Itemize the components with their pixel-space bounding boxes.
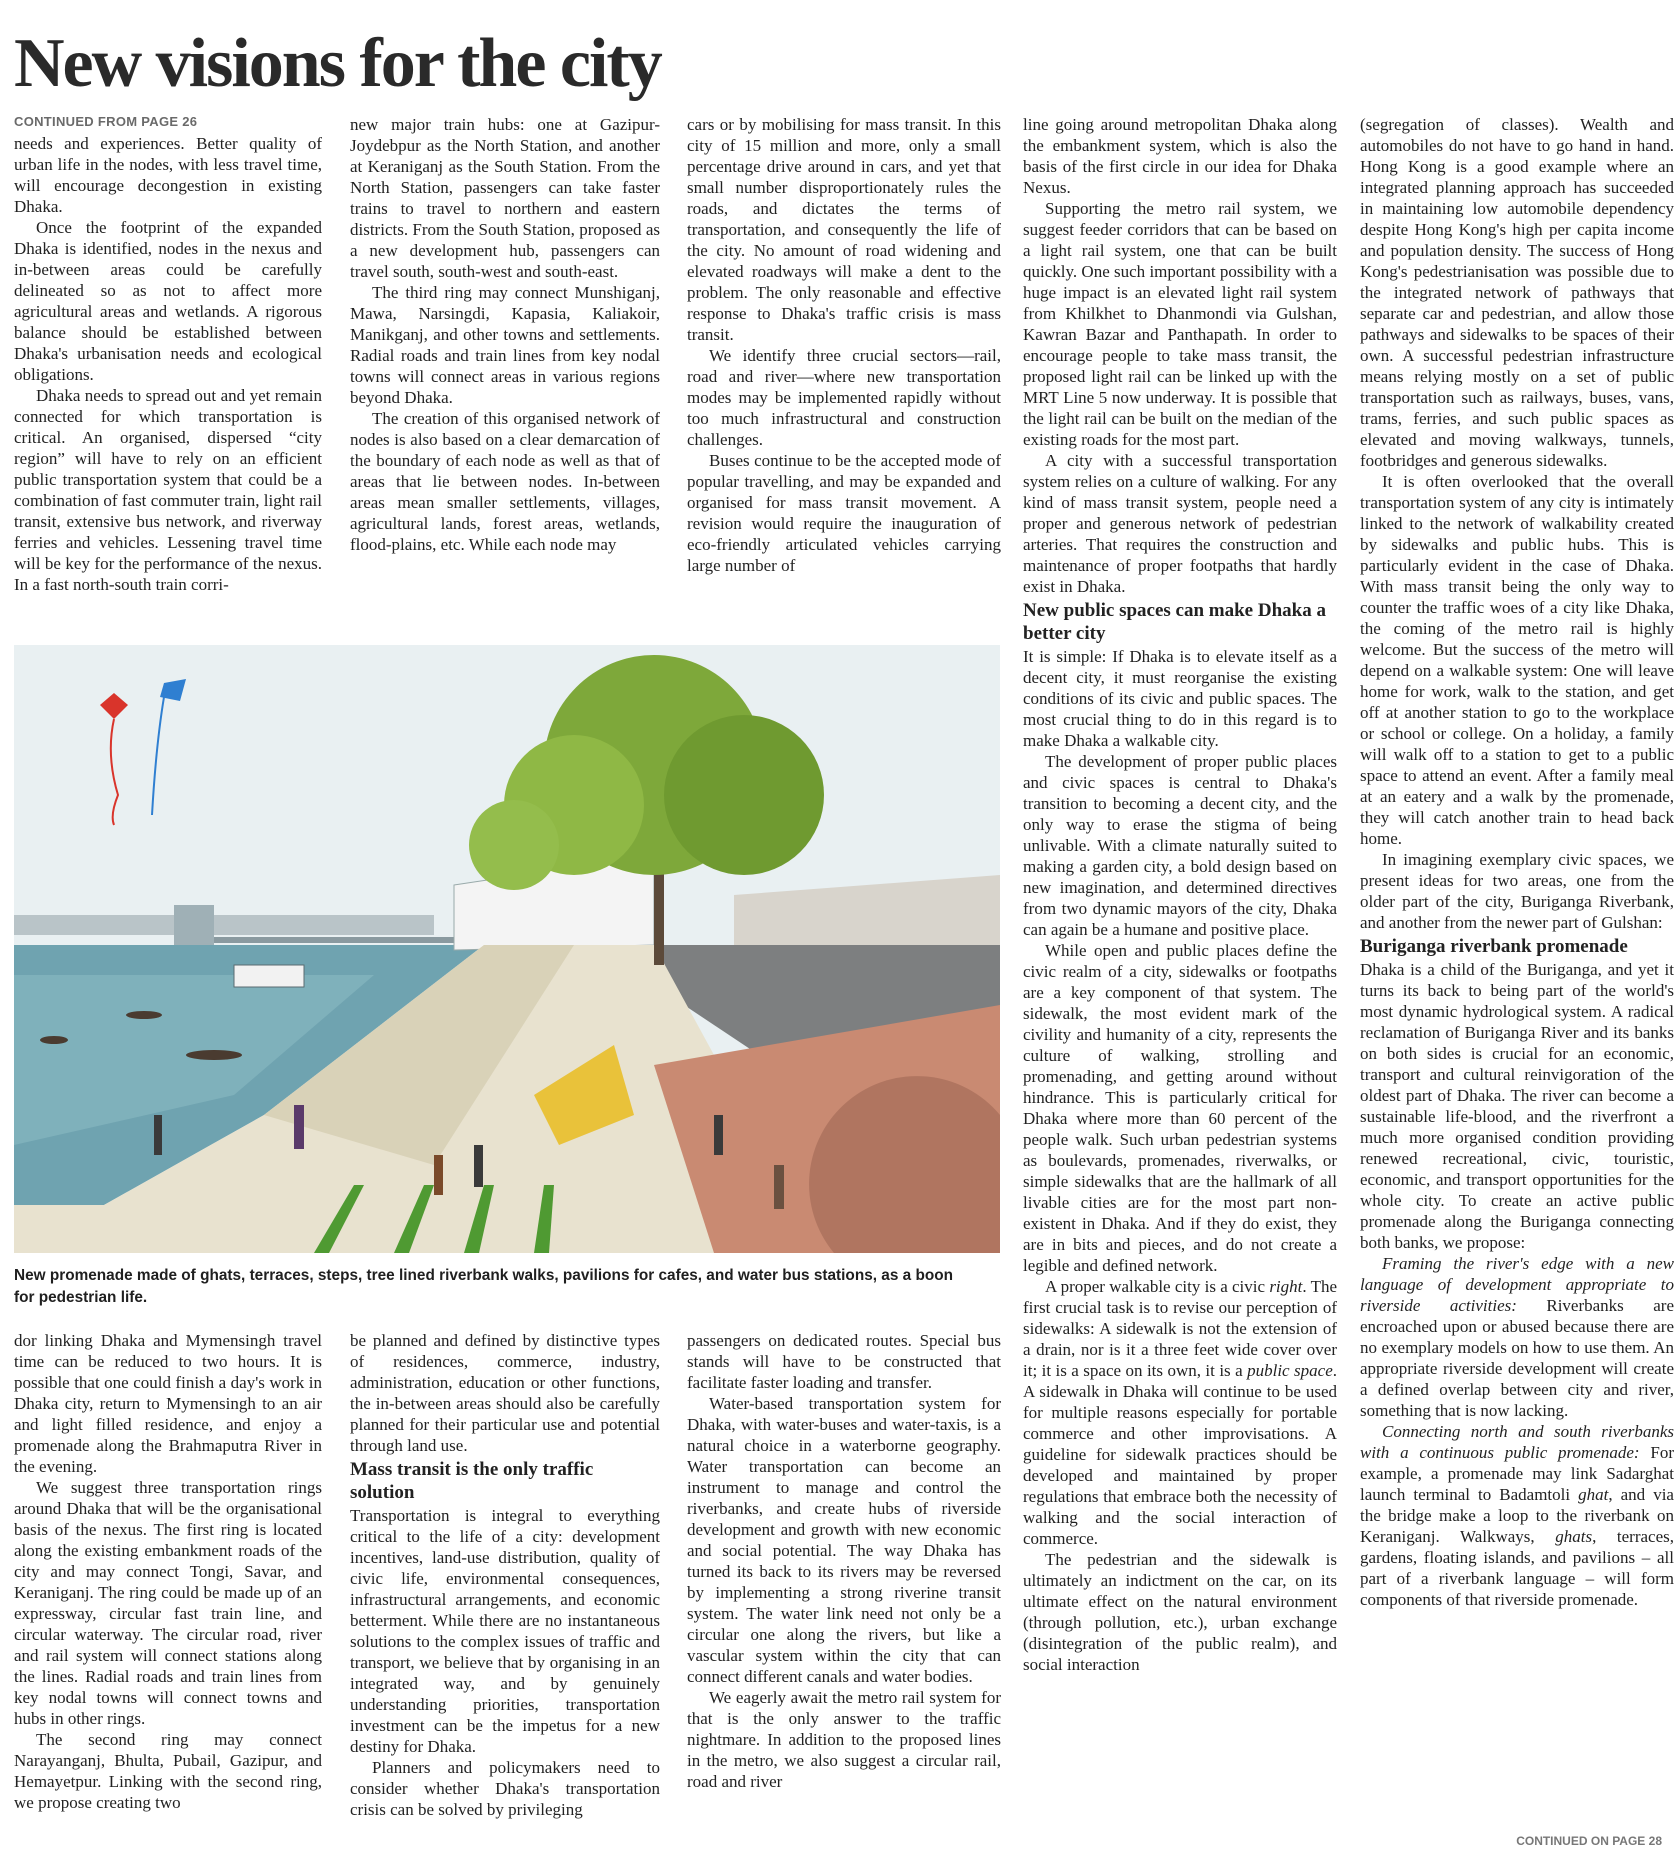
boat [40,1036,68,1044]
person [474,1145,483,1187]
headline: New visions for the city [14,25,661,102]
column-3-bottom [687,1330,1001,1850]
paragraph: needs and experiences. Better quality of urban life in the nodes, with less travel time, will encourage decongestion in existing Dhaka. [14,134,322,216]
paragraph [1360,1253,1674,1421]
subheading-buriganga: Buriganga riverbank promenade [1360,936,1628,957]
paragraph: Water-based transportation system for Dhaka, with water-buses and water-taxis, is a natural choice in a waterborne geography. Water transportation can become an instrument to manage and control the riverbanks, and create hubs of riverside development and growth with new economic and social potential. The way Dhaka has turned its back to its rivers may be reversed by implementing a strong riverine transit system. The water link need not only be a circular one along the rivers, but like a vascular system within the city that can connect different canals and water bodies. [687,1394,1001,1686]
far-skyline [14,915,434,935]
paragraph: A city with a successful transportation system relies on a culture of walking. For any kind of mass transit system, people need a proper and generous network of pedestrian arteries. That requires the construction and maintenance of proper footpaths that hardly exist in Dhaka. [1023,451,1337,596]
boat [186,1050,242,1060]
paragraph: We eagerly await the metro rail system for that is the only answer to the traffic nightmare. In addition to the proposed lines in the metro, we also suggest a circular rail, road and river [687,1688,1001,1791]
text-run: A proper walkable city is a civic [1045,1277,1270,1296]
italic-run: ghats [1555,1527,1593,1546]
text-run: , terraces, gardens, floating islands, and pavilions – all part of a riverbank language – will form components of that riverside promenade. [1360,1527,1674,1609]
person [714,1115,723,1155]
column-1-top [14,133,322,615]
column-5 [1360,114,1674,1850]
paragraph [1023,1276,1337,1549]
column-3-top [687,114,1001,615]
paragraph: We identify three crucial sectors—rail, road and river—where new transportation modes may be implemented rapidly without too much infrastructural and construction challenges. [687,346,1001,449]
continued-on-label: CONTINUED ON PAGE 28 [1516,1834,1662,1848]
column-2-bottom [350,1330,660,1850]
italic-run: public space [1247,1361,1333,1380]
paragraph: Dhaka needs to spread out and yet remain connected for which transportation is critical. An organised, dispersed “city region” will have to rely on an efficient public transportation system that could be a combination of fast commuter train, light rail transit, extensive bus network, and riverway ferries and vehicles. Lessening travel time will be key for the performance of the nexus. In a fast north-south train corri- [14,386,322,594]
promenade-rendering [14,645,1000,1253]
continued-from-label: CONTINUED FROM PAGE 26 [14,114,198,129]
column-4 [1023,114,1337,1850]
text-run: Riverbanks are encroached upon or abused because there are no exemplary models on how to use them. An appropriate riverside development will create a defined overlap between city and river, something that is now lacking. [1360,1296,1674,1420]
paragraph: Planners and policymakers need to consider whether Dhaka's transportation crisis can be solved by privileging [350,1758,660,1819]
paragraph [1360,1421,1674,1610]
paragraph: The third ring may connect Munshiganj, Mawa, Narsingdi, Kapasia, Kaliakoir, Manikganj, and other towns and settlements. Radial roads and train lines from key nodal towns will connect areas in various regions beyond Dhaka. [350,283,660,407]
paragraph: While open and public places define the civic realm of a city, sidewalks or footpaths are a key component of that system. The sidewalk, the most evident mark of the civility and humanity of a city, represents the culture of walking, strolling and promenading, and getting around without hindrance. This is particularly critical for Dhaka where more than 60 percent of the people walk. Such urban pedestrian systems as boulevards, promenades, riverwalks, or simple sidewalks that are the hallmark of all livable cities are for the most part non-existent in Dhaka. And if they do exist, they are in bits and pieces, and do not create a legible and defined network. [1023,941,1337,1275]
paragraph: Buses continue to be the accepted mode of popular travelling, and may be expanded and organised for mass transit movement. A revision would require the inauguration of eco-friendly articulated vehicles carrying large number of [687,451,1001,575]
paragraph: The second ring may connect Narayanganj, Bhulta, Pubail, Gazipur, and Hemayetpur. Linking with the second ring, we propose creating two [14,1730,322,1812]
text-run: . The first crucial task is to revise our perception of sidewalks: A sidewalk is not the extension of a drain, nor is it a three feet wide cover over it; it is a space on its own, it is a [1023,1277,1337,1380]
paragraph: (segregation of classes). Wealth and automobiles do not have to go hand in hand. Hong Kong is a good example where an integrated planning approach has succeeded in maintaining low automobile dependency despite Hong Kong's high per capita income and population density. The success of Hong Kong's pedestrianisation was possible due to the integrated network of pathways that separate car and pedestrian, and allow those pathways and sidewalks to be spaces of their own. A successful pedestrian infrastructure means relying mostly on a set of public transportation such as railways, buses, vans, trams, ferries, and such public spaces as elevated and moving walkways, tunnels, footbridges and generous sidewalks. [1360,115,1674,470]
paragraph: cars or by mobilising for mass transit. In this city of 15 million and more, only a small percentage drive around in cars, and yet that small number disproportionately rules the roads, and dictates the terms of transportation, and consequently the life of the city. No amount of road widening and elevated roadways will make a dent to the problem. The only reasonable and effective response to Dhaka's traffic crisis is mass transit. [687,115,1001,344]
person [434,1155,443,1195]
paragraph: The development of proper public places and civic spaces is central to Dhaka's transition to becoming a decent city, and the only way to erase the stigma of being unlivable. With a climate naturally suited to making a garden city, a bold design based on new imagination, and determined directives from two dynamic mayors of the city, Dhaka can again be a humane and positive place. [1023,752,1337,939]
person [154,1115,162,1155]
paragraph: passengers on dedicated routes. Special bus stands will have to be constructed that facilitate faster loading and transfer. [687,1331,1001,1392]
text-run: For example, a promenade may link Sadarghat launch terminal to Badamtoli [1360,1443,1674,1504]
paragraph: It is simple: If Dhaka is to elevate itself as a decent city, it must reorganise the existing conditions of its civic and public spaces. The most crucial thing to do in this regard is to make Dhaka a walkable city. [1023,647,1337,750]
tree-canopy [469,800,559,890]
person [294,1105,304,1149]
italic-run: ghat [1578,1485,1609,1504]
text-run: , and via the bridge make a loop to the riverbank on Keraniganj. Walkways, [1360,1485,1674,1546]
paragraph: Once the footprint of the expanded Dhaka is identified, nodes in the nexus and in-between areas could be carefully delineated so as not to affect more agricultural areas and wetlands. A rigorous balance should be established between Dhaka's urbanisation needs and ecological obligations. [14,218,322,384]
subheading-public-spaces: New public spaces can make Dhaka a better city [1023,600,1326,644]
paragraph: new major train hubs: one at Gazipur-Joydebpur as the North Station, and another at Keraniganj as the South Station. From the North Station, passengers can take faster trains to travel to northern and eastern districts. From the South Station, proposed as a new development hub, passengers can travel south, south-west and south-east. [350,115,660,281]
paragraph: Dhaka is a child of the Buriganga, and yet it turns its back to being part of the world's most dynamic hydrological system. A radical reclamation of Buriganga River and its banks on both sides is crucial for an economic, transport and cultural reinvigoration of the oldest part of Dhaka. The river can become a sustainable life-blood, and the riverfront a much more organised condition providing renewed recreational, civic, touristic, economic, and transport opportunities for the whole city. To create an active public promenade along the Buriganga connecting both banks, we propose: [1360,960,1674,1252]
paragraph: Transportation is integral to everything critical to the life of a city: development incentives, land-use distribution, quality of civic life, environmental consequences, infrastructural arrangements, and economic betterment. While there are no instantaneous solutions to the complex issues of traffic and transport, we believe that by organising in an integrated way, and by genuinely understanding priorities, transportation investment can be the impetus for a new destiny for Dhaka. [350,1506,660,1756]
italic-run: Framing the river's edge with a new language of development appropriate to riverside activities: [1360,1254,1674,1315]
paragraph: The pedestrian and the sidewalk is ultimately an indictment on the car, on its ultimate effect on the natural environment (through pollution, etc.), urban exchange (disintegration of the public realm), and social interaction [1023,1550,1337,1674]
text-run: . A sidewalk in Dhaka will continue to be used for multiple reasons especially for portable commerce and other improvisations. A guideline for sidewalk practices should be developed and maintained by proper regulations that embrace both the necessity of walking and the social interaction of commerce. [1023,1361,1337,1548]
promenade-illustration [14,645,1000,1253]
paragraph: dor linking Dhaka and Mymensingh travel time can be reduced to two hours. It is possible that one could finish a day's work in Dhaka city, return to Mymensingh to an air and light filled residence, and enjoy a promenade along the Brahmaputra River in the evening. [14,1331,322,1476]
paragraph: be planned and defined by distinctive types of residences, commerce, industry, administration, education or other functions, the in-between areas should also be carefully planned for their particular use and potential through land use. [350,1331,660,1455]
subheading-mass-transit: Mass transit is the only traffic solution [350,1459,594,1503]
italic-run: right [1269,1277,1303,1296]
tree-canopy [664,715,824,875]
paragraph: It is often overlooked that the overall transportation system of any city is intimately linked to the network of walkability created by sidewalks and public hubs. This is particularly evident in the case of Dhaka. With mass transit being the only way to counter the traffic woes of a city like Dhaka, the coming of the metro rail is highly welcome. But the success of the metro will depend on a walkable system: One will leave home for work, walk to the station, and get off at another station to go to the workplace or school or college. On a holiday, a family will walk off to a station to get to a public space to attend an event. After a family meal at an eatery and a walk by the promenade, they will catch another train to head back home. [1360,472,1674,848]
paragraph: Supporting the metro rail system, we suggest feeder corridors that can be based on a light rail system, one that can be built quickly. One such important possibility with a huge impact is an elevated light rail system from Khilkhet to Dhanmondi via Gulshan, Kawran Bazar and Panthapath. In order to encourage people to take mass transit, the proposed light rail can be linked up with the MRT Line 5 now underway. It is possible that the light rail can be built on the median of the existing roads for the most part. [1023,199,1337,449]
column-1-bottom [14,1330,322,1850]
photo-caption: New promenade made of ghats, terraces, steps, tree lined riverbank walks, pavilions for cafes, and water bus stations, as a boon for pedestrian life. [14,1267,953,1306]
person [774,1165,784,1209]
paragraph: line going around metropolitan Dhaka along the embankment system, which is also the basis of the first circle in our idea for Dhaka Nexus. [1023,115,1337,197]
paragraph: In imagining exemplary civic spaces, we present ideas for two areas, one from the older part of the city, Buriganga Riverbank, and another from the newer part of Gulshan: [1360,850,1674,932]
bridge [214,937,454,943]
launch-boat [234,965,304,987]
paragraph: The creation of this organised network of nodes is also based on a clear demarcation of the boundary of each node as well as that of areas that lie between nodes. In-between areas mean smaller settlements, villages, agricultural lands, forest areas, wetlands, flood-plains, etc. While each node may [350,409,660,554]
italic-run: Connecting north and south riverbanks with a continuous public promenade: [1360,1422,1674,1462]
boat [126,1011,162,1019]
paragraph: We suggest three transportation rings around Dhaka that will be the organisational basis of the nexus. The first ring is located along the existing embankment roads of the city and may connect Tongi, Savar, and Keraniganj. The ring could be made up of an expressway, circular fast train line, and circular waterway. The circular road, river and rail system will connect stations along the lines. Radial roads and train lines from key nodal towns will connect towns and hubs in other rings. [14,1478,322,1728]
column-2-top [350,114,660,615]
